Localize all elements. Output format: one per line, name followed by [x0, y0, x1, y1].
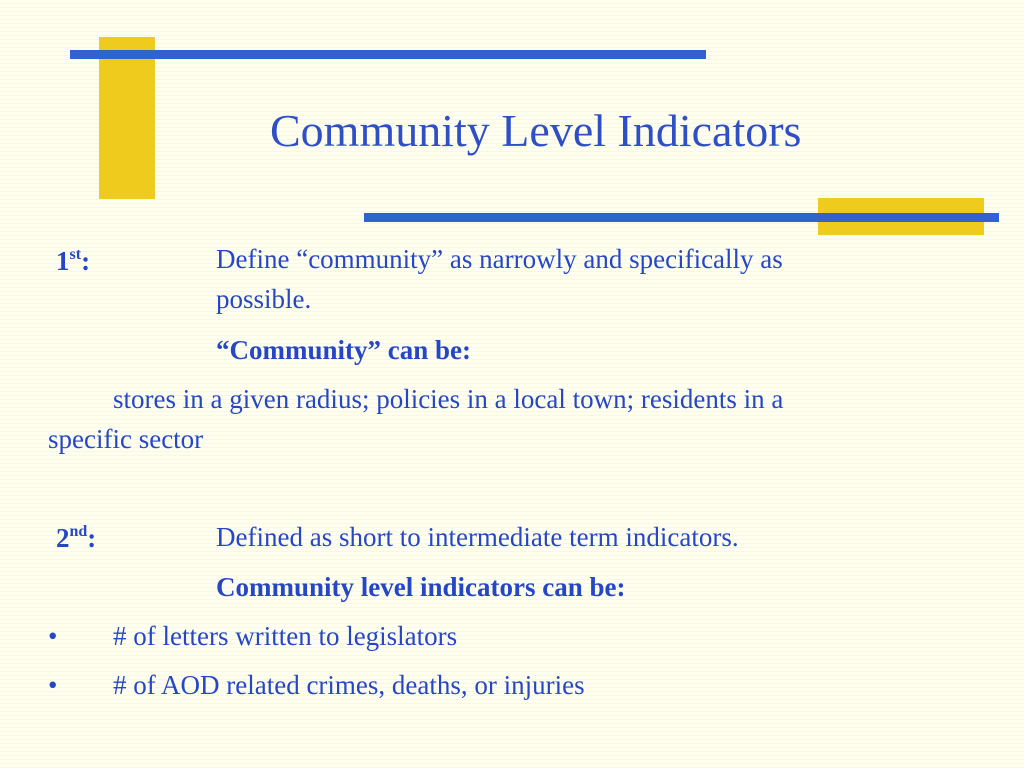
- yellow-accent-bar-top: [99, 37, 155, 199]
- first-ordinal-suffix: st: [69, 246, 82, 263]
- bullet-symbol: •: [48, 621, 58, 651]
- second-subheading: Community level indicators can be:: [216, 572, 626, 602]
- second-ordinal-number: 2: [56, 523, 70, 553]
- blue-rule-under-title: [364, 213, 999, 222]
- first-subheading: “Community” can be:: [216, 335, 471, 365]
- first-ordinal-number: 1: [56, 246, 70, 276]
- first-ordinal: [56, 242, 90, 280]
- second-ordinal-colon: :: [87, 523, 97, 553]
- second-ordinal-suffix: nd: [69, 523, 88, 540]
- first-definition-line1: Define “community” as narrowly and specifically as: [216, 244, 783, 274]
- first-ordinal-colon: :: [81, 246, 91, 276]
- bullet-item-1: # of letters written to legislators: [113, 621, 458, 651]
- slide-title: Community Level Indicators: [270, 105, 802, 156]
- second-definition: Defined as short to intermediate term indicators.: [216, 522, 739, 552]
- first-examples-line1: stores in a given radius; policies in a local town; residents in a: [113, 384, 784, 414]
- bullet-item-2: # of AOD related crimes, deaths, or injuries: [113, 670, 585, 700]
- blue-rule-top: [70, 50, 706, 59]
- first-definition-line2: possible.: [216, 284, 312, 314]
- first-examples-line2: specific sector: [48, 424, 204, 454]
- bullet-symbol: •: [48, 670, 58, 700]
- second-ordinal: [56, 519, 96, 557]
